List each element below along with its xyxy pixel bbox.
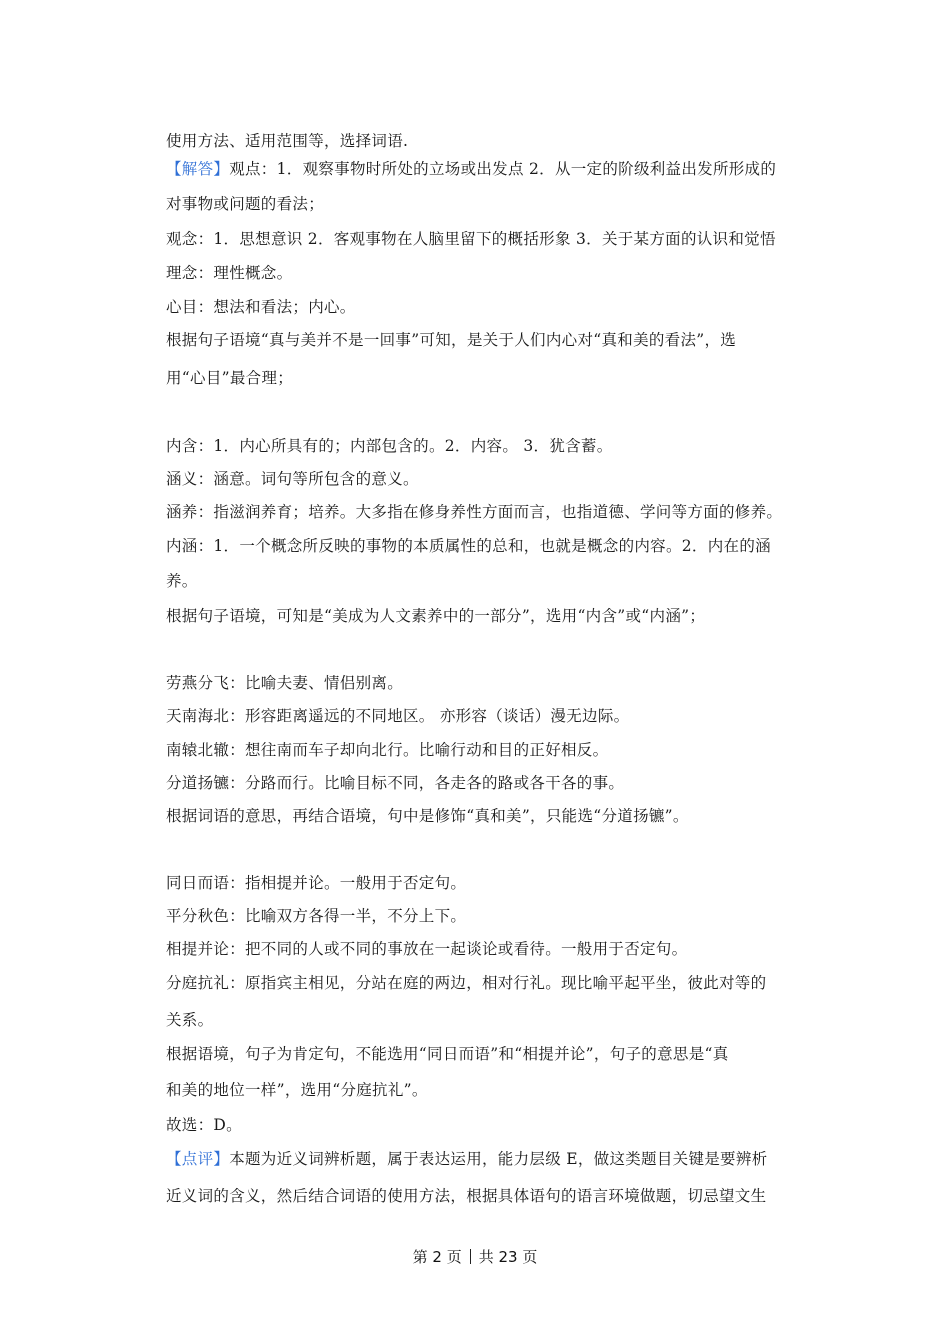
comment-tag: 【点评】 (166, 1150, 230, 1168)
text-line: 根据句子语境“真与美并不是一回事”可知，是关于人们内心对“真和美的看法”，选 (166, 331, 737, 349)
text-line: 近义词的含义，然后结合词语的使用方法，根据具体语句的语言环境做题，切忌望文生 (166, 1187, 767, 1205)
text-line: 平分秋色：比喻双方各得一半，不分上下。 (166, 907, 467, 925)
text-line: 心目：想法和看法；内心。 (166, 298, 356, 316)
text-line: 对事物或问题的看法； (166, 195, 325, 213)
page-total: 共 23 页 (478, 1248, 538, 1266)
text-line: 根据句子语境，可知是“美成为人文素养中的一部分”，选用“内含”或“内涵”； (166, 607, 706, 625)
page-footer (0, 1246, 950, 1267)
answer-line: 【解答】观点：1．观察事物时所处的立场或出发点 2．从一定的阶级利益出发所形成的 (166, 160, 777, 178)
text-line: 理念：理性概念。 (166, 264, 293, 282)
page-number: 第 2 页 (412, 1248, 462, 1266)
text-line: 劳燕分飞：比喻夫妻、情侣别离。 (166, 674, 404, 692)
text-line: 和美的地位一样”，选用“分庭抗礼”。 (166, 1081, 428, 1099)
text-line: 涵养：指滋润养育；培养。大多指在修身养性方面而言，也指道德、学问等方面的修养。 (166, 503, 783, 521)
answer-tag: 【解答】 (166, 160, 230, 178)
text-line: 分庭抗礼：原指宾主相见，分站在庭的两边，相对行礼。现比喻平起平坐，彼此对等的 (166, 974, 767, 992)
text-line: 使用方法、适用范围等，选择词语. (166, 132, 409, 150)
text-line: 养。 (166, 572, 198, 590)
text-line: 南辕北辙：想往南而车子却向北行。比喻行动和目的正好相反。 (166, 741, 609, 759)
text-line: 根据语境，句子为肯定句，不能选用“同日而语”和“相提并论”，句子的意思是“真 (166, 1045, 729, 1063)
text-line: 内含：1．内心所具有的；内部包含的。2．内容。 3．犹含蓄。 (166, 437, 613, 455)
text-line: 观念：1．思想意识 2．客观事物在人脑里留下的概括形象 3．关于某方面的认识和觉悟 (166, 230, 776, 248)
text-line: 天南海北：形容距离遥远的不同地区。 亦形容（谈话）漫无边际。 (166, 707, 630, 725)
text-line: 用“心目”最合理； (166, 369, 294, 387)
text-line: 根据词语的意思，再结合语境，句中是修饰“真和美”，只能选“分道扬镳”。 (166, 807, 689, 825)
text-line: 内涵：1．一个概念所反映的事物的本质属性的总和，也就是概念的内容。2．内在的涵 (166, 537, 771, 555)
text-line: 同日而语：指相提并论。一般用于否定句。 (166, 874, 467, 892)
text-line: 分道扬镳：分路而行。比喻目标不同，各走各的路或各干各的事。 (166, 774, 625, 792)
text-line: 关系。 (166, 1011, 214, 1029)
footer-divider (470, 1249, 471, 1264)
text-line: 涵义：涵意。词句等所包含的意义。 (166, 470, 419, 488)
comment-line: 【点评】本题为近义词辨析题，属于表达运用，能力层级 E，做这类题目关键是要辨析 (166, 1150, 768, 1168)
text-line: 故选：D。 (166, 1116, 242, 1134)
text-line: 相提并论：把不同的人或不同的事放在一起谈论或看待。一般用于否定句。 (166, 940, 688, 958)
